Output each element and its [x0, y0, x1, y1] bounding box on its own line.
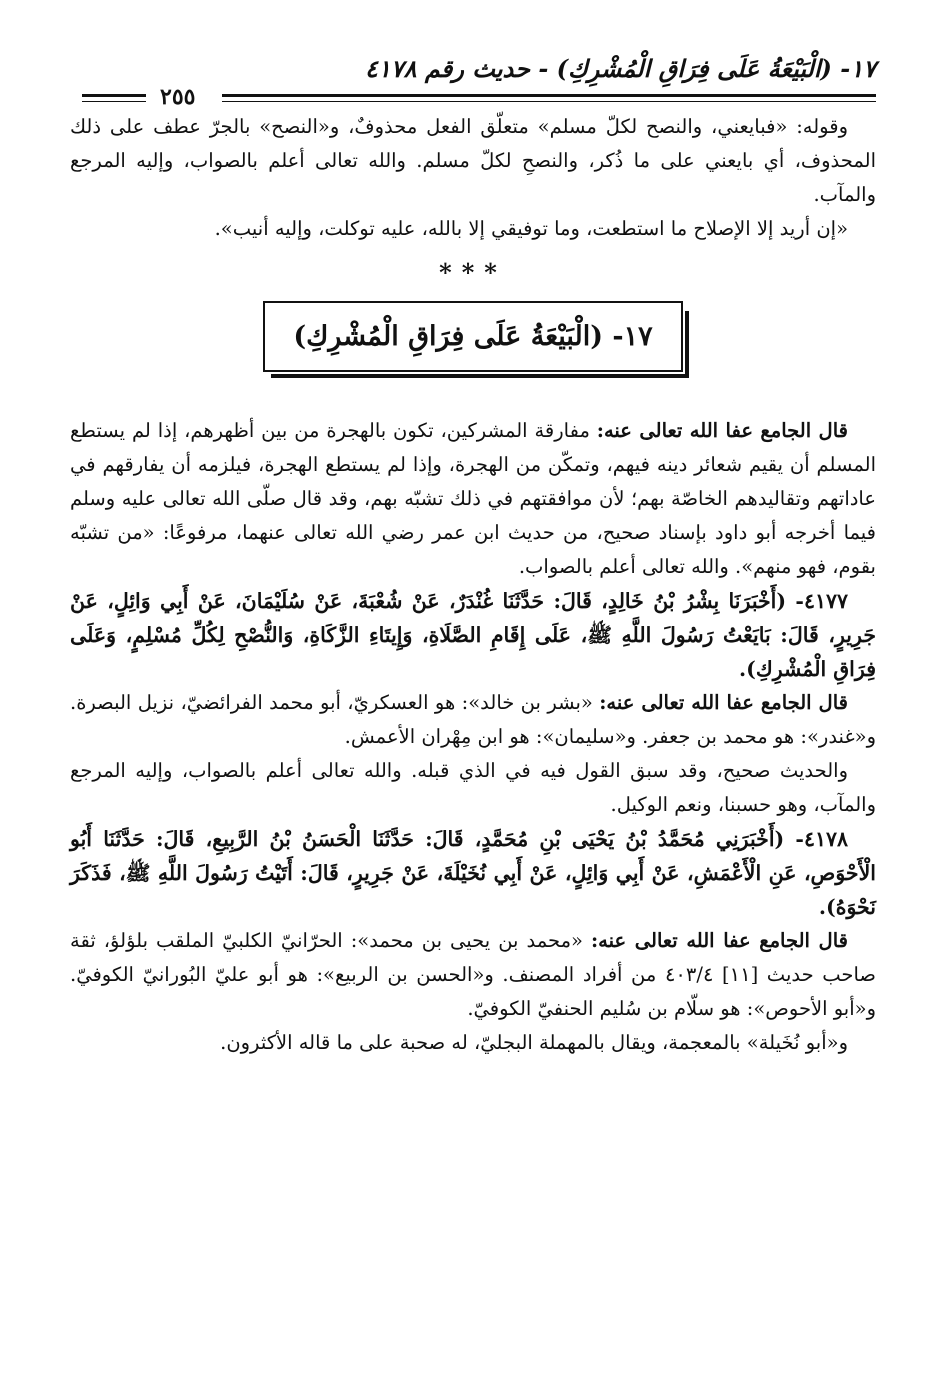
- commentary-paragraph: [70, 414, 876, 584]
- commentary-text: مفارقة المشركين، تكون بالهجرة من بين أظهرهم، إذا لم يستطع المسلم أن يقيم شعائر دينه فيهم، وتمكّن من الهجرة، وإذا لم يستطع الهجرة، فيلزمه أن يفارقهم في عاداتهم وتقاليدهم الخاصّة بهم؛ لأن موافقتهم في ذلك تشبّه بهم، وقد قال صلّى الله تعالى عليه وسلم فيما أخرجه أبو داود بإسناد صحيح، من حديث ابن عمر رضي الله تعالى عنهما، مرفوعًا: «من تشبّه بقوم، فهو منهم». والله تعالى أعلم بالصواب.: [70, 419, 876, 578]
- commentary-text: «محمد بن يحيى بن محمد»: الحرّانيّ الكلبيّ الملقب بلؤلؤ، ثقة صاحب حديث [١١] ٤٠٣/٤ من أفراد المصنف. و«الحسن بن الربيع»: هو أبو عليّ البُورانيّ الكوفيّ. و«أبو الأحوص»: هو سلّام بن سُليم الحنفيّ الكوفيّ.: [70, 929, 876, 1020]
- commentary-paragraph: والحديث صحيح، وقد سبق القول فيه في الذي قبله. والله تعالى أعلم بالصواب، وإليه المرجع والمآب، وهو حسبنا، ونعم الوكيل.: [70, 759, 876, 816]
- quran-quote: «إن أريد إلا الإصلاح ما استطعت، وما توفيقي إلا بالله، عليه توكلت، وإليه أنيب».: [214, 217, 848, 240]
- commentary-paragraph: و«أبو نُخَيلة» بالمعجمة، ويقال بالمهملة البجليّ، له صحبة على ما قاله الأكثرون.: [220, 1031, 848, 1054]
- hadith-4177: [70, 584, 876, 686]
- commentary-paragraph: [70, 686, 876, 754]
- commentary-paragraph: [70, 924, 876, 1026]
- hadith-text: ٤١٧٨- (أَخْبَرَنِي مُحَمَّدُ بْنُ يَحْيَى بْنِ مُحَمَّدٍ، قَالَ: حَدَّثَنَا الْحَسَنُ بْنُ الرَّبِيعِ، قَالَ: حَدَّثَنَا أَبُو الْأَحْوَصِ، عَنِ الْأَعْمَشِ، عَنْ أَبِي وَائِلٍ، عَنْ أَبِي نُخَيْلَةَ، عَنْ جَرِيرٍ، قَالَ: أَتَيْتُ رَسُولَ اللَّهِ ﷺ، فَذَكَرَ نَحْوَهُ).: [70, 827, 876, 919]
- intro-paragraph: وقوله: «فبايعني، والنصح لكلّ مسلم» متعلّق الفعل محذوفٌ، و«النصح» بالجرّ عطف على ذلك المحذوف، أي بايعني على ما ذُكر، والنصحِ لكلّ مسلم. والله تعالى أعلم بالصواب، وإليه المرجع والمآب.: [70, 115, 876, 206]
- commentary-lead: قال الجامع عفا الله تعالى عنه:: [596, 419, 848, 442]
- hadith-4178: [70, 822, 876, 924]
- hadith-text: ٤١٧٧- (أَخْبَرَنَا بِشْرُ بْنُ خَالِدٍ، قَالَ: حَدَّثَنَا غُنْدَرٌ، عَنْ شُعْبَةَ، عَنْ سُلَيْمَانَ، عَنْ أَبِي وَائِلٍ، عَنْ جَرِيرٍ، قَالَ: بَايَعْتُ رَسُولَ اللَّهِ ﷺ، عَلَى إِقَامِ الصَّلَاةِ، وَإِيتَاءِ الزَّكَاةِ، وَالنُّصْحِ لِكُلِّ مُسْلِمٍ، وَعَلَى فِرَاقِ الْمُشْرِكِ).: [70, 589, 876, 681]
- commentary-text: «بشر بن خالد»: هو العسكريّ، أبو محمد الفرائضيّ، نزيل البصرة. و«غندر»: هو محمد بن جعفر. و«سليمان»: هو ابن مِهْران الأعمش.: [70, 691, 876, 748]
- header-title: ١٧- (الْبَيْعَةُ عَلَى فِرَاقِ الْمُشْرِكِ) - حديث رقم ٤١٧٨: [364, 54, 876, 83]
- running-header: [70, 40, 876, 110]
- chapter-heading: [70, 301, 876, 372]
- page-number: ٢٥٥: [154, 84, 201, 110]
- commentary-lead: قال الجامع عفا الله تعالى عنه:: [590, 929, 848, 952]
- header-rule-left: [82, 94, 146, 102]
- chapter-title: ١٧- (الْبَيْعَةُ عَلَى فِرَاقِ الْمُشْرِكِ): [263, 301, 682, 372]
- header-rule: [222, 94, 876, 102]
- section-separator: ***: [439, 258, 507, 287]
- commentary-lead: قال الجامع عفا الله تعالى عنه:: [599, 691, 848, 714]
- book-page: [70, 40, 876, 1350]
